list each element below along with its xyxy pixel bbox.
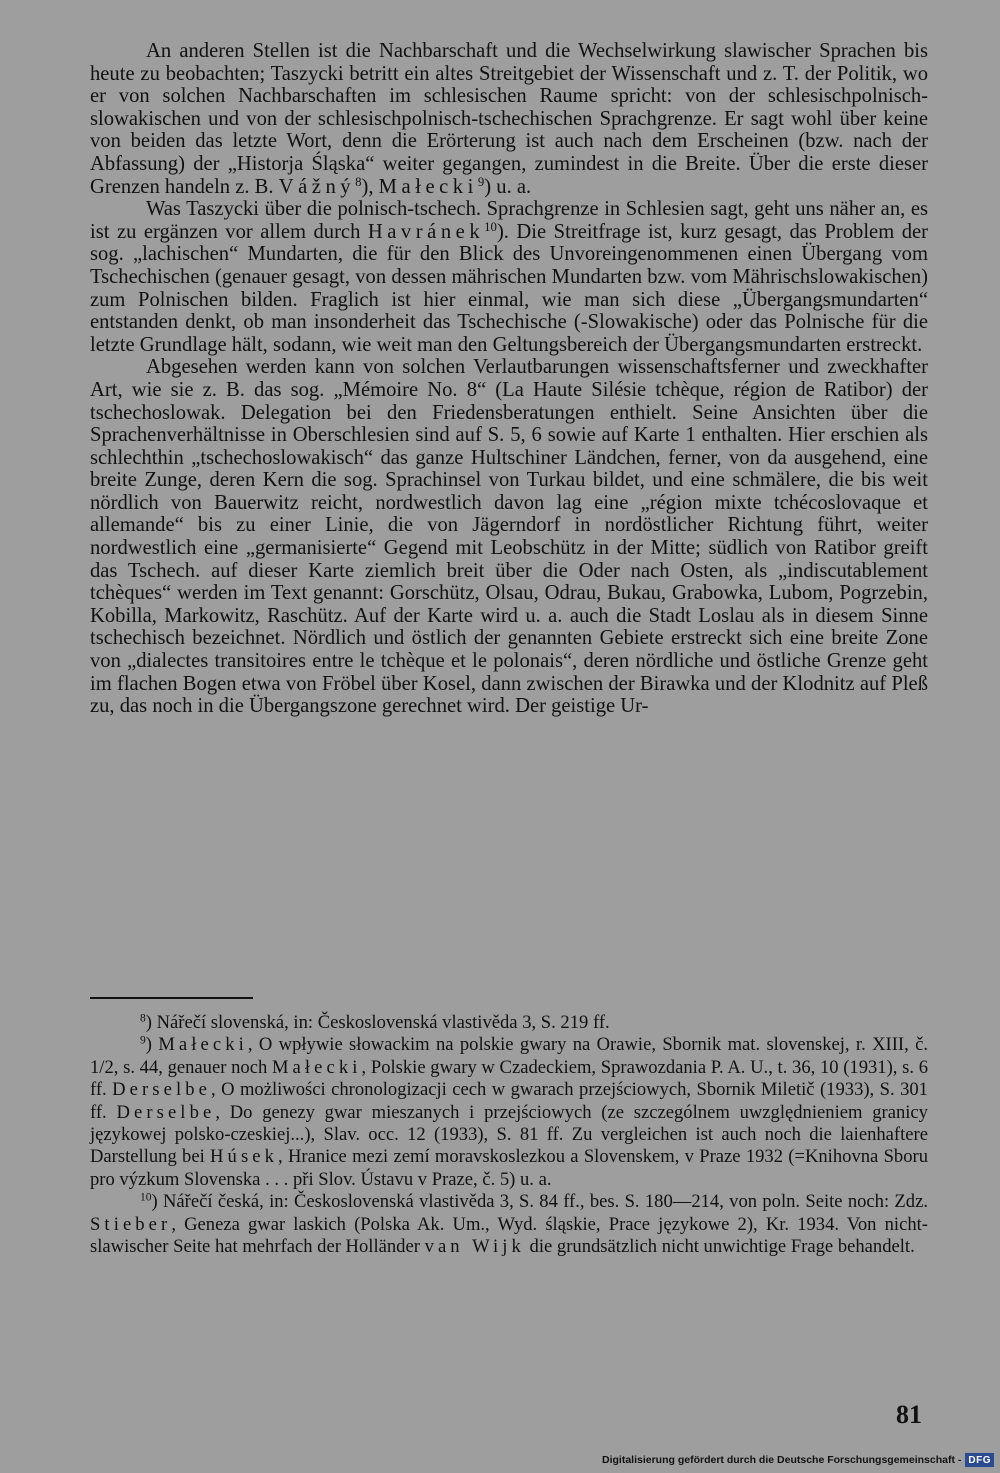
digitization-footer	[602, 1452, 994, 1468]
footnote-10	[90, 1191, 928, 1258]
text-run: , Hranice mezi zemí moravskoslezkou a Slovenskem, v Praze 1932 (=Knihovna Sboru pro výzkum Slovenska . . . při Slov. Ústavu v Praze, č. 5) u. a.	[90, 1146, 928, 1190]
text-run: ) Nářečí česká, in: Československá vlastivěda 3, S. 84 ff., bes. S. 180—214, von poln. Seite noch: Zdz.	[151, 1191, 928, 1213]
paragraph-3	[90, 356, 928, 718]
text-run: )	[145, 1034, 159, 1056]
footnotes	[90, 1012, 928, 1258]
text-run: ),	[361, 175, 379, 198]
author-name: Havránek	[367, 220, 485, 243]
author-name: Vážný	[278, 175, 356, 198]
footnote-9	[90, 1034, 928, 1191]
footnote-mark: 10	[140, 1191, 152, 1204]
footnote-ref: 10	[484, 219, 497, 234]
author-name: Małecki	[158, 1034, 248, 1056]
text-run: , O wpływie słowackim na polskie gwary na Orawie, Sbornik mat. slovenskej, r. XIII, č. 1/2, s. 44, genauer noch	[90, 1034, 928, 1078]
text-run: , Polskie gwary w Czadeckiem, Sprawozdania P. A. U., t. 36, 10 (1931), s. 6 ff.	[90, 1056, 928, 1101]
text-run: ) u. a.	[484, 175, 532, 198]
text-run: , O możliwości chronologizacji cech w gwarach przejściowych, Sbornik Miletič (1933), S. 301 ff.	[90, 1079, 928, 1123]
text-run: Was Taszycki über die polnisch-tschech. Sprachgrenze in Schlesien sagt, geht uns näher an, es ist zu ergänzen vor allem durch	[90, 198, 928, 243]
paragraph-2	[90, 198, 928, 356]
text-run: Abgesehen werden kann von solchen Verlautbarungen wissenschaftsferner und zweckhafter Art, wie sie z. B. das sog. „Mémoire No. 8“ (La Haute Silésie tchèque, région de Ratibor) der tschechoslowak. Delegation bei den Friedensberatungen enthielt. Seine Ansichten über die Sprachenverhältnisse in Oberschlesien sind auf S. 5, 6 sowie auf Karte 1 enthalten. Hier erschien als schlechthin „tschechoslowakisch“ das ganze Hultschiner Ländchen, ferner, von da ausgehend, eine breite Zunge, deren Kern die sog. Sprachinsel von Turkau bildet, und eine schmälere, die bis weit nördlich von Bauerwitz reicht, nordwestlich davon lag eine „région mixte tchécoslovaque et allemande“ bis zu einer Linie, die von Jägerndorf in nordöstlicher Richtung führt, weiter nordwestlich eine „germanisierte“ Gegend mit Leobschütz in der Mitte; südlich von Ratibor greift das Tschech. auf dieser Karte ziemlich breit über die Oder nach Osten, als „indiscutablement tchèques“ werden im Text genannt: Gorschütz, Olsau, Odrau, Bukau, Grabowka, Lubom, Pogrzebin, Kobilla, Markowitz, Raschütz. Auf der Karte wird u. a. auch die Stadt Loslau als in diesem Sinne tschechisch bezeichnet. Nördlich und östlich der genannten Gebiete erstreckt sich eine breite Zone von „dialectes transitoires entre le tchèque et le polonais“, deren nördliche und östliche Grenze geht im flachen Bogen etwa von Fröbel über Kosel, dann zwischen der Birawka und der Klodnitz auf Pleß zu, das noch in die Übergangszone gerechnet wird. Der geistige Ur-	[90, 356, 928, 718]
page-number: 81	[896, 1400, 922, 1429]
footnote-mark: 9	[140, 1035, 146, 1048]
footnote-8	[90, 1012, 928, 1034]
footnote-ref: 9	[477, 174, 485, 189]
text-run: , Do genezy gwar mieszanych i przejściowych (ze szczególnem uwzględnieniem granicy językowej polsko-czeskiej...), Slav. occ. 12 (1933), S. 81 ff. Zu vergleichen ist auch noch die laienhaftere Darstellung bei	[90, 1101, 928, 1168]
footnote-ref: 8	[355, 174, 362, 189]
author-name: Derselbe	[116, 1101, 216, 1123]
author-name: Małecki	[271, 1056, 362, 1078]
dfg-logo: DFG	[965, 1453, 994, 1467]
text-run: ) Nářečí slovenská, in: Československá vlastivěda 3, S. 219 ff.	[145, 1012, 610, 1033]
text-run: die grundsätzlich nicht unwichtige Frage behandelt.	[524, 1236, 915, 1258]
author-name: Derselbe	[112, 1079, 211, 1101]
paragraph-1	[90, 40, 928, 198]
author-name: Stieber	[90, 1213, 172, 1235]
text-run: ). Die Streitfrage ist, kurz gesagt, das Problem der sog. „lachischen“ Mundarten, die für den Blick des Unvoreingenommenen einen Übergang vom Tschechischen (genauer gesagt, von dessen mährischen Mundarten bzw. vom Mährischslowakischen) zum Polnischen bilden. Fraglich ist hier einmal, wie man sich diese „Übergangsmundarten“ entstanden denkt, ob man insonderheit das Tschechische (-Slowakische) oder das Polnische für die letzte Grundlage hält, sodann, wie weit man den Geltungsbereich der Übergangsmundarten erstreckt.	[90, 220, 928, 356]
author-name: Małecki	[378, 175, 478, 198]
main-text	[90, 40, 928, 718]
text-run: An anderen Stellen ist die Nachbarschaft und die Wechselwirkung slawischer Sprachen bis heute zu beobachten; Taszycki betritt ein altes Streitgebiet der Wissenschaft und z. T. der Politik, wo er von solchen Nachbarschaften im schlesischen Raume spricht: von der schlesischpolnisch-slowakischen und von der schlesischpolnisch-tschechischen Sprachgrenze. Er sagt wohl über keine von beiden das letzte Wort, denn die Erörterung ist auch nach dem Erscheinen (bzw. nach der Abfassung) der „Historja Śląska“ weiter gegangen, zumindest in die Breite. Über die erste dieser Grenzen handeln z. B.	[90, 40, 928, 198]
author-name: van Wijk	[424, 1236, 525, 1258]
footnote-separator	[90, 997, 253, 999]
footer-text: Digitalisierung gefördert durch die Deutsche Forschungsgemeinschaft -	[602, 1454, 962, 1466]
text-run: , Geneza gwar laskich (Polska Ak. Um., Wyd. śląskie, Prace językowe 2), Kr. 1934. Von nichtslawischer Seite hat mehrfach der Holländer	[90, 1213, 928, 1258]
author-name: Húsek	[210, 1146, 279, 1168]
footnote-mark: 8	[140, 1012, 146, 1025]
